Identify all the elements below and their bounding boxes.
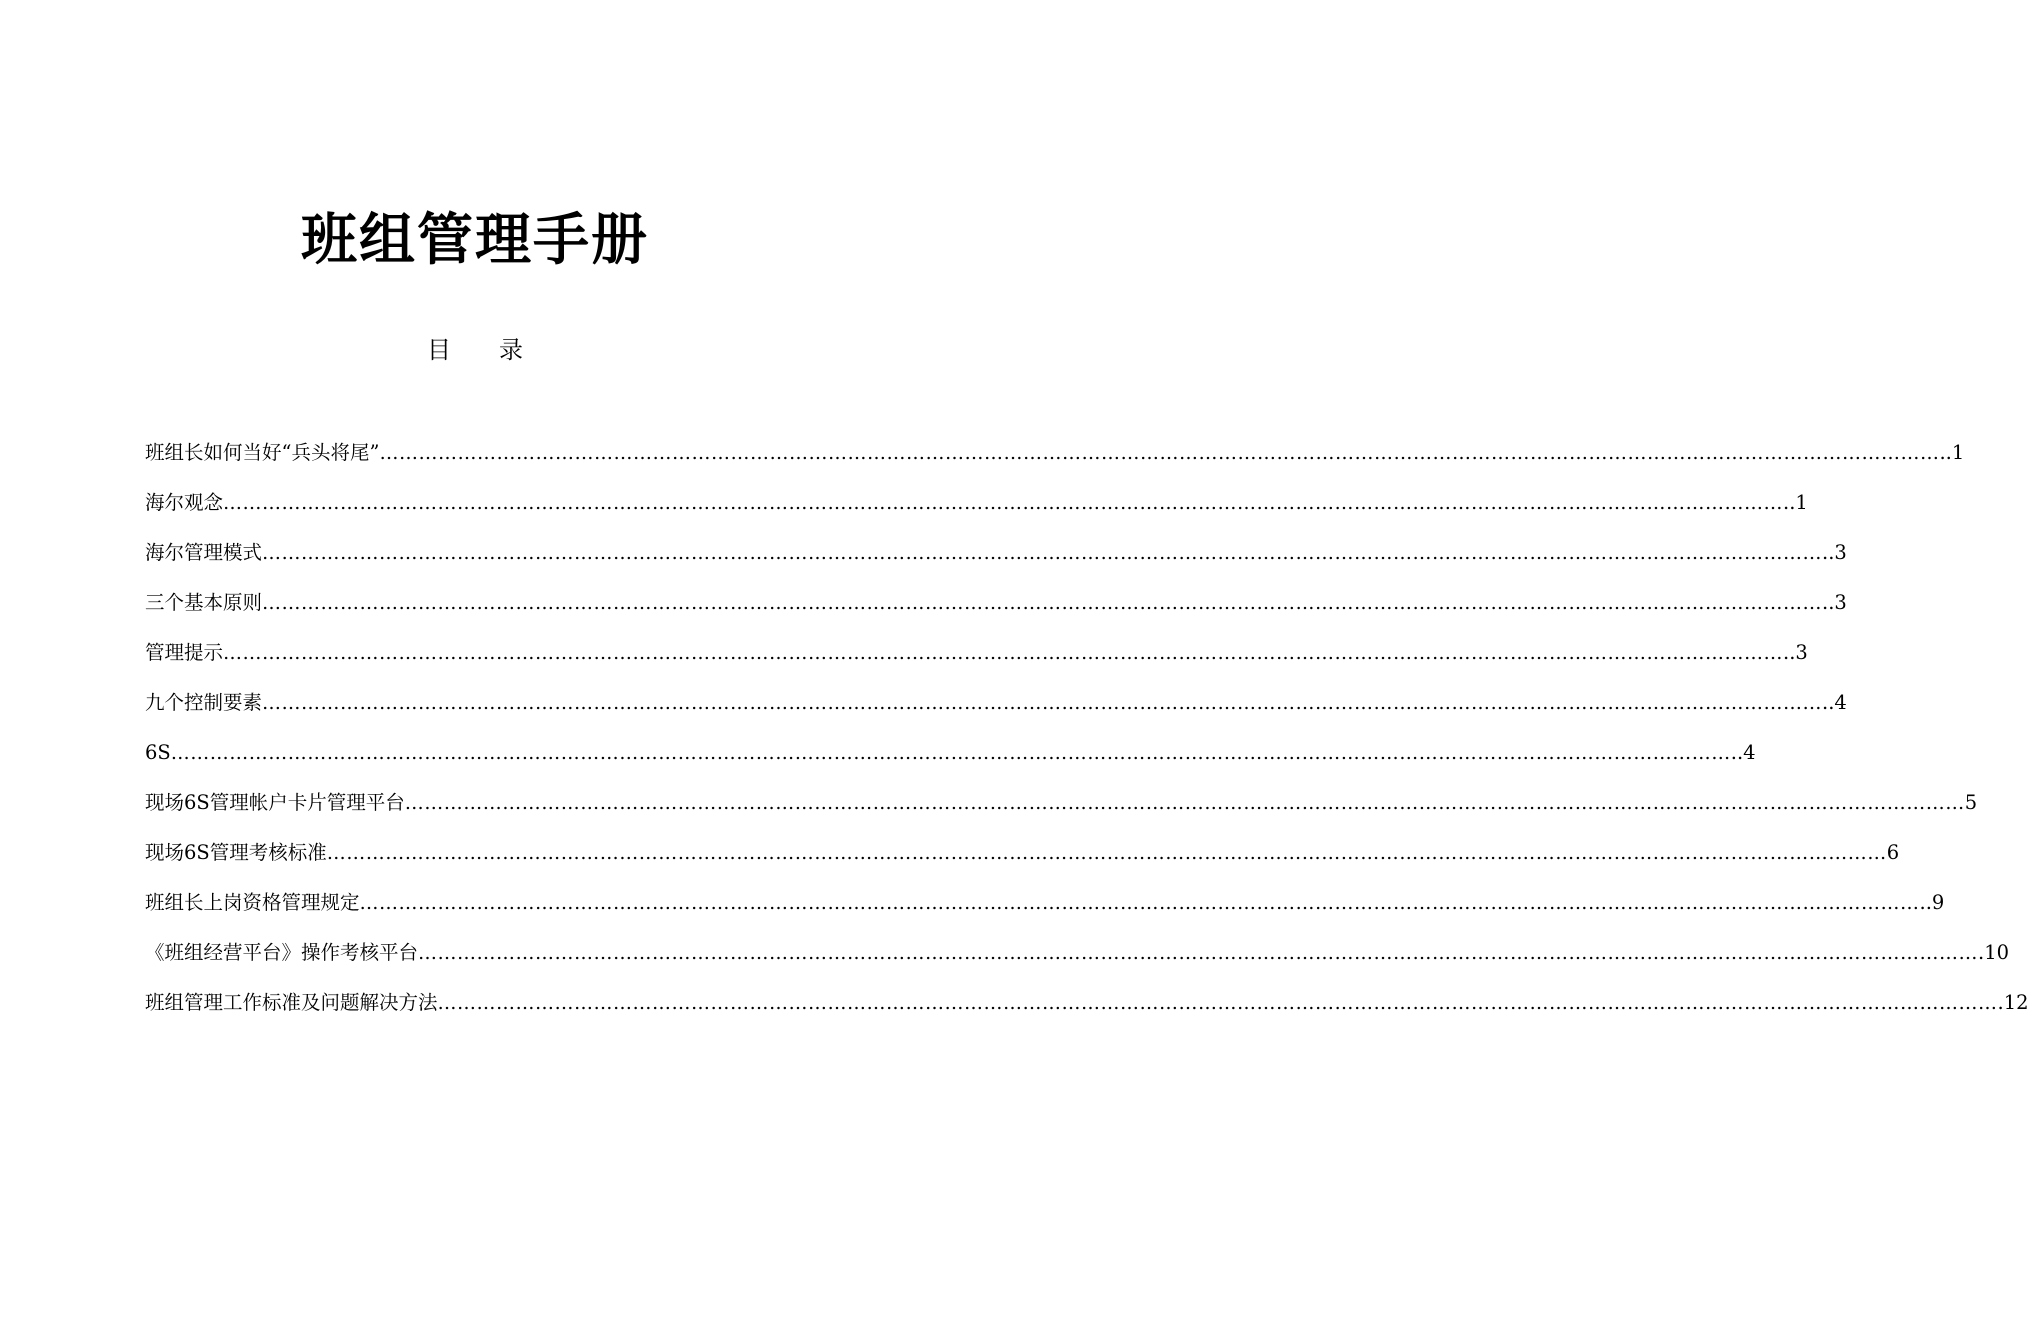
toc-entry-label: 现场6S管理帐户卡片管理平台 [145, 783, 405, 823]
toc-entry[interactable] [145, 478, 1808, 528]
toc-entry-page: ..1 [1939, 433, 1964, 473]
toc-entry-page: .10 [1978, 933, 2009, 973]
toc-entry-label: 班组管理工作标准及问题解决方法 [145, 983, 438, 1023]
toc-entry-label: 班组长如何当好“兵头将尾” [145, 433, 379, 473]
document-title: 班组管理手册 [301, 208, 649, 273]
toc-entry-label: 班组长上岗资格管理规定 [145, 883, 360, 923]
toc-entry-label: 现场6S管理考核标准 [145, 833, 327, 873]
toc-entry[interactable] [145, 428, 1965, 478]
toc-entry[interactable] [145, 678, 1847, 728]
toc-entry-page: 6 [1887, 833, 1899, 873]
toc-heading-char-2: 录 [499, 336, 523, 364]
toc-leader-dots: …………………………………………………………………………………………………………………………………………………………………………………………………………………… [418, 942, 1979, 964]
toc-leader-dots: …………………………………………………………………………………………………………………………………………………………………………………………………………………… [170, 742, 1731, 764]
toc-entry-label: 6S [145, 733, 171, 773]
toc-leader-dots: …………………………………………………………………………………………………………………………………………………………………………………………………………………… [223, 642, 1784, 664]
toc-entry-label: 《班组经营平台》操作考核平台 [145, 933, 418, 973]
toc-entry[interactable] [145, 978, 2029, 1028]
toc-entry-label: 海尔观念 [145, 483, 223, 523]
toc-entry[interactable] [145, 728, 1756, 778]
toc-entry[interactable] [145, 628, 1808, 678]
toc-entry-label: 海尔管理模式 [145, 533, 262, 573]
toc-entry-page: ..4 [1822, 683, 1847, 723]
toc-leader-dots: …………………………………………………………………………………………………………………………………………………………………………………………………………………… [437, 992, 1998, 1014]
toc-leader-dots: …………………………………………………………………………………………………………………………………………………………………………………………………………………… [379, 442, 1940, 464]
toc-leader-dots: …………………………………………………………………………………………………………………………………………………………………………………………………………………… [223, 492, 1784, 514]
toc-entry-page: ..4 [1731, 733, 1756, 773]
toc-entry[interactable] [145, 778, 1978, 828]
toc-entry[interactable] [145, 928, 2010, 978]
toc-leader-dots: …………………………………………………………………………………………………………………………………………………………………………………………………………………… [359, 892, 1920, 914]
toc-entry-label: 三个基本原则 [145, 583, 262, 623]
toc-leader-dots: …………………………………………………………………………………………………………………………………………………………………………………………………………………… [404, 792, 1965, 814]
toc-entry-page: ..1 [1783, 483, 1808, 523]
toc-leader-dots: …………………………………………………………………………………………………………………………………………………………………………………………………………………… [326, 842, 1887, 864]
toc-heading-char-1: 目 [427, 336, 451, 364]
toc-entry[interactable] [145, 878, 1945, 928]
toc-entry-label: 管理提示 [145, 633, 223, 673]
toc-entry-page: 5 [1965, 783, 1977, 823]
toc-entry-label: 九个控制要素 [145, 683, 262, 723]
toc-entry-page: ..3 [1783, 633, 1808, 673]
toc-entry[interactable] [145, 578, 1847, 628]
toc-entry-page: .12 [1998, 983, 2029, 1023]
toc-heading [0, 334, 950, 366]
toc-entry-page: ..3 [1822, 533, 1847, 573]
toc-leader-dots: …………………………………………………………………………………………………………………………………………………………………………………………………………………… [262, 692, 1823, 714]
toc-entry-page: ..3 [1822, 583, 1847, 623]
toc-leader-dots: …………………………………………………………………………………………………………………………………………………………………………………………………………………… [262, 592, 1823, 614]
table-of-contents [145, 428, 2029, 1028]
toc-entry[interactable] [145, 528, 1847, 578]
toc-entry[interactable] [145, 828, 1900, 878]
toc-leader-dots: …………………………………………………………………………………………………………………………………………………………………………………………………………………… [262, 542, 1823, 564]
toc-entry-page: ..9 [1920, 883, 1945, 923]
